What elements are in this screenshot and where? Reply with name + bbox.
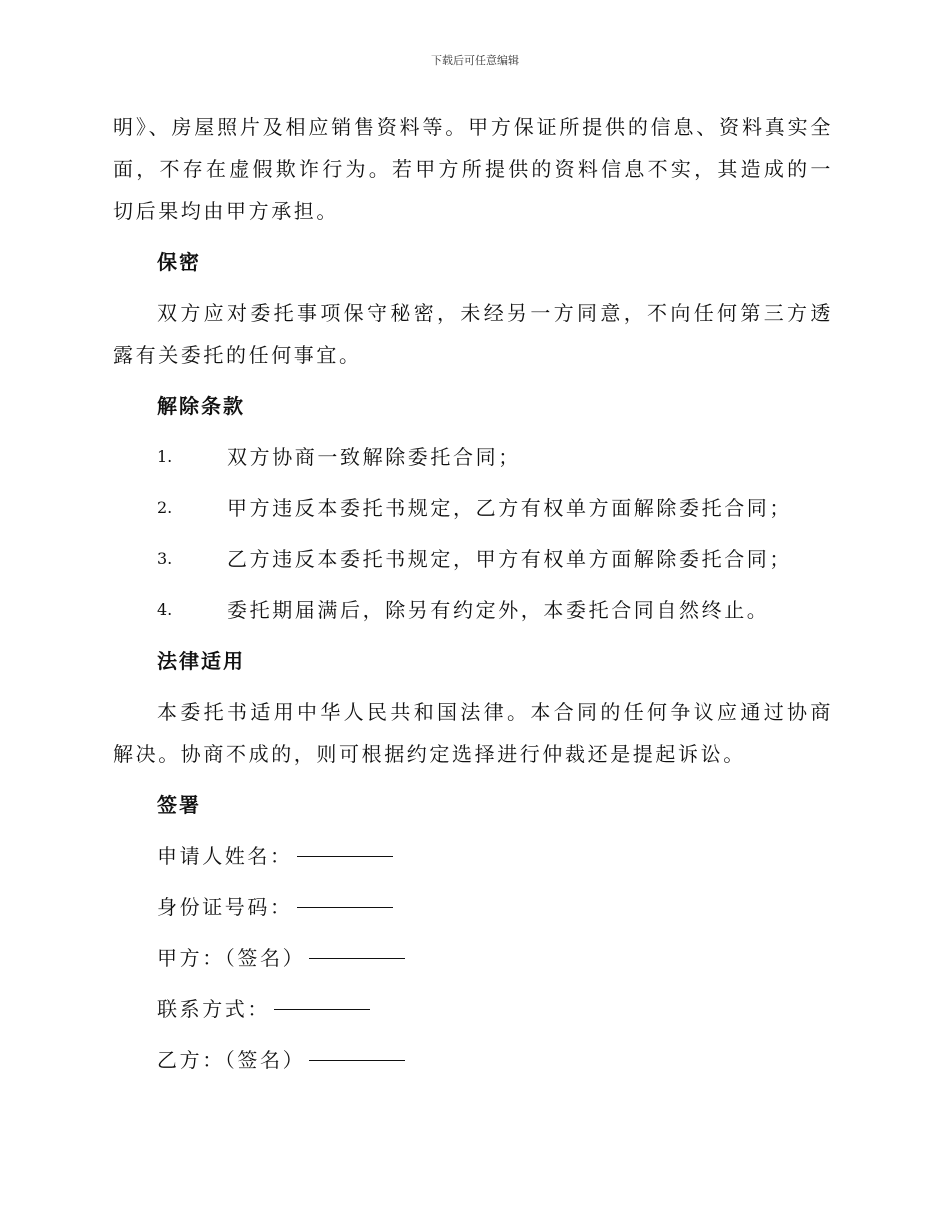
signature-field-party-a: [113, 937, 833, 979]
blank-line[interactable]: [309, 957, 405, 959]
intro-paragraph: 明》、房屋照片及相应销售资料等。甲方保证所提供的信息、资料真实全面，不存在虚假欺诈行为。若甲方所提供的资料信息不实，其造成的一切后果均由甲方承担。: [113, 115, 833, 223]
field-label: 乙方：（签名）: [157, 1048, 306, 1072]
list-number: 4.: [157, 600, 173, 619]
governing-law-paragraph: 本委托书适用中华人民共和国法律。本合同的任何争议应通过协商解决。协商不成的，则可根据约定选择进行仲裁还是提起诉讼。: [113, 700, 833, 766]
section-title-termination: 解除条款: [157, 394, 245, 418]
signature-field-contact: [113, 988, 833, 1030]
list-text: 委托期届满后，除另有约定外，本委托合同自然终止。: [227, 598, 770, 622]
signature-field-applicant-name: [113, 835, 833, 877]
blank-line[interactable]: [297, 855, 393, 857]
field-label: 申请人姓名：: [157, 844, 293, 868]
signature-field-id-number: [113, 886, 833, 928]
list-text: 双方协商一致解除委托合同；: [227, 445, 521, 469]
termination-item: [113, 589, 833, 631]
section-title-signature: 签署: [157, 793, 201, 817]
termination-item: [113, 436, 833, 478]
confidentiality-paragraph: 双方应对委托事项保守秘密，未经另一方同意，不向任何第三方透露有关委托的任何事宜。: [113, 301, 833, 367]
field-label: 联系方式：: [157, 997, 270, 1021]
list-text: 乙方违反本委托书规定，甲方有权单方面解除委托合同；: [227, 547, 792, 571]
section-title-confidentiality: 保密: [157, 250, 201, 274]
blank-line[interactable]: [274, 1008, 370, 1010]
page-header: 下载后可任意编辑: [431, 54, 519, 67]
blank-line[interactable]: [309, 1059, 405, 1061]
document-body: [113, 106, 833, 1090]
list-number: 3.: [157, 549, 173, 568]
field-label: 甲方：（签名）: [157, 946, 306, 970]
termination-item: [113, 487, 833, 529]
section-title-governing-law: 法律适用: [157, 649, 245, 673]
list-number: 1.: [157, 447, 173, 466]
termination-item: [113, 538, 833, 580]
blank-line[interactable]: [297, 906, 393, 908]
signature-field-party-b: [113, 1039, 833, 1081]
list-number: 2.: [157, 498, 173, 517]
field-label: 身份证号码：: [157, 895, 293, 919]
list-text: 甲方违反本委托书规定，乙方有权单方面解除委托合同；: [227, 496, 792, 520]
